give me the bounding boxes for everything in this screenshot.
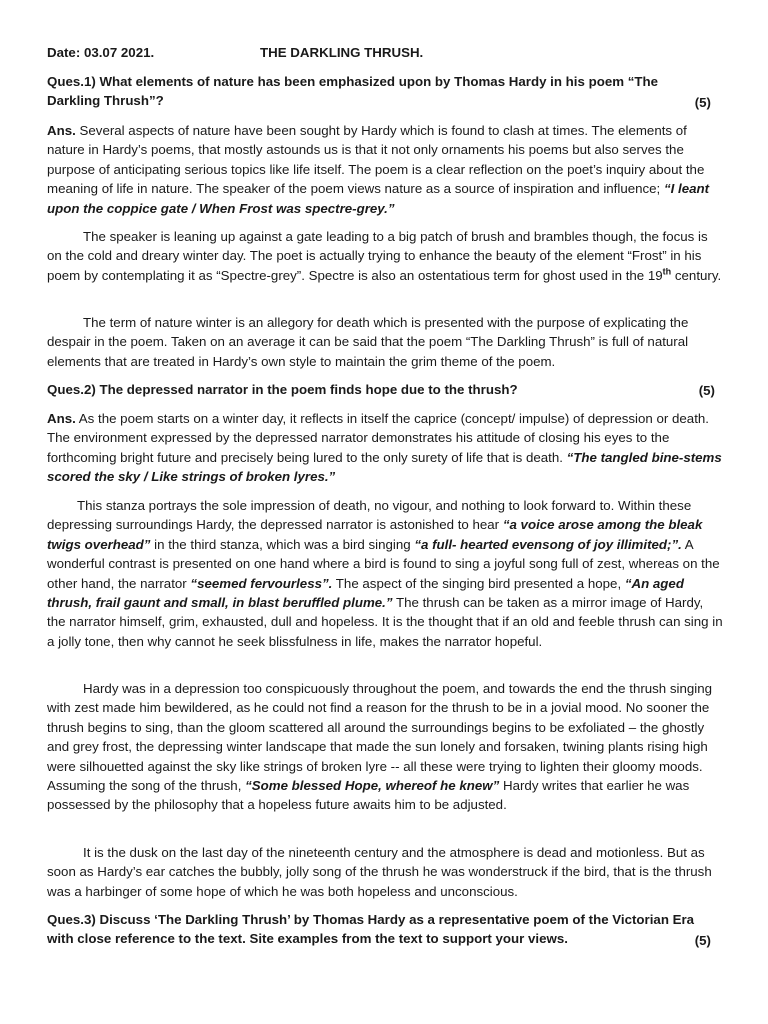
answer-2-paragraph-4	[47, 843, 723, 901]
quote: “a voice arose among the bleak twigs overhead”	[47, 517, 703, 552]
paragraph-text: in the third stanza, which was a bird singing	[154, 536, 411, 552]
document-header	[47, 43, 727, 63]
answer-2-paragraph-3	[47, 679, 723, 815]
answer-2-paragraph-2	[47, 496, 723, 651]
paragraph-text: The thrush can be taken as a mirror image of Hardy, the narrator himself, grim, exhausted, dull and hopeless. It is the thought that if an old and feeble thrush can sing in a jolly tone, then why cannot he seek blissfulness in life, makes the narrator hopeful.	[47, 595, 723, 649]
paragraph-text: The term of nature winter is an allegory for death which is presented with the purpose of explicating the despair in the poem. Taken on an average it can be said that the poem “The Darkling Thrush” is full of natural elements that are treated in Hardy’s own style to maintain the grim theme of the poem.	[47, 315, 689, 369]
answer-1-quote: “I leant upon the coppice gate / When Frost was spectre-grey.”	[47, 181, 710, 216]
paragraph-text: This stanza portrays the sole impression of death, no vigour, and nothing to look forward to. Within these depressing surroundings Hardy, the depressed narrator is astonished to hear	[47, 498, 692, 533]
quote: “seemed fervourless”.	[190, 575, 333, 591]
answer-2-quote: “The tangled bine-stems scored the sky / Like strings of broken lyres.”	[47, 449, 722, 485]
question-2-marks: (5)	[698, 382, 715, 398]
answer-1-paragraph-1	[47, 121, 723, 218]
question-3-marks: (5)	[694, 932, 711, 948]
question-3	[47, 910, 711, 950]
question-1	[47, 72, 711, 112]
paragraph-text-end: century.	[674, 267, 722, 283]
answer-1-paragraph-2	[47, 227, 723, 285]
answer-2-text: As the poem starts on a winter day, it reflects in itself the caprice (concept/ impulse) of depression or death. The environment expressed by the depressed narrator demonstrates his attitude of closing his eyes to the forthcoming bright future and precisely being lured to the only surety of life that is death.	[47, 411, 709, 465]
answer-1-paragraph-3	[47, 313, 723, 371]
quote: “Some blessed Hope, whereof he knew”	[245, 778, 500, 794]
answer-1-text: Several aspects of nature have been sought by Hardy which is found to clash at times. The elements of nature in Hardy’s poems, that mostly astounds us is that it not only ornaments his poems but also serves the purpose of anticipating serious topics like life itself. The poem is a clear reflection on the poet’s inquiry about the meaning of life in nature. The speaker of the poem views nature as a source of inspiration and influence;	[47, 123, 705, 197]
quote: “An aged thrush, frail gaunt and small, in blast beruffled plume.”	[47, 575, 684, 611]
document-title: THE DARKLING THRUSH.	[260, 45, 424, 60]
paragraph-text: It is the dusk on the last day of the nineteenth century and the atmosphere is dead and motionless. But as soon as Hardy’s ear catches the bubbly, jolly song of the thrush he was wonderstruck if the bird, that is the thrush was a harbinger of some hope of which he was both hopeless and unconscious.	[47, 845, 712, 899]
answer-2-paragraph-1	[47, 409, 723, 487]
question-3-text: Ques.3) Discuss ‘The Darkling Thrush’ by Thomas Hardy as a representative poem of the Victorian Era with close reference to the text. Site examples from the text to support your views.	[47, 912, 695, 947]
question-1-text: Ques.1) What elements of nature has been emphasized upon by Thomas Hardy in his poem “The Darkling Thrush”?	[47, 74, 659, 109]
question-2-text: Ques.2) The depressed narrator in the poem finds hope due to the thrush?	[47, 382, 518, 397]
paragraph-text: The aspect of the singing bird presented a hope,	[335, 575, 622, 591]
answer-label: Ans.	[47, 123, 76, 138]
question-2	[47, 380, 715, 400]
paragraph-text: A wonderful contrast is presented on one hand where a bird is found to sing a joyful song full of zest, whereas on the other hand, the narrator	[47, 536, 720, 591]
question-1-marks: (5)	[694, 94, 711, 110]
quote: “a full- hearted evensong of joy illimited;”.	[414, 536, 682, 552]
answer-label: Ans.	[47, 411, 76, 426]
paragraph-text: The speaker is leaning up against a gate leading to a big patch of brush and brambles though, the focus is on the cold and dreary winter day. The poet is actually trying to enhance the beauty of the element “Frost” in his poem by contemplating it as “Spectre-grey”. Spectre is also an ostentatious term for ghost used in the 19	[47, 229, 708, 283]
paragraph-text: Hardy writes that earlier he was possessed by the philosophy that a hopeless future awaits him to be adjusted.	[47, 778, 690, 813]
paragraph-text: Hardy was in a depression too conspicuously throughout the poem, and towards the end the thrush singing with zest made him bewildered, as he could not find a reason for the thrush to be in a jovial mood. No sooner the thrush begins to sing, than the gloom scattered all around the surroundings begins to be exfoliated – the ghostly and grey frost, the depressing winter landscape that made the sun lonely and forsaken, twining plants rising high were silhouetted against the sky like strings of broken lyre -- all these were trying to lighten their gloomy moods. Assuming the song of the thrush,	[47, 681, 713, 794]
superscript: th	[662, 266, 672, 277]
date-label: Date: 03.07 2021.	[47, 45, 155, 60]
